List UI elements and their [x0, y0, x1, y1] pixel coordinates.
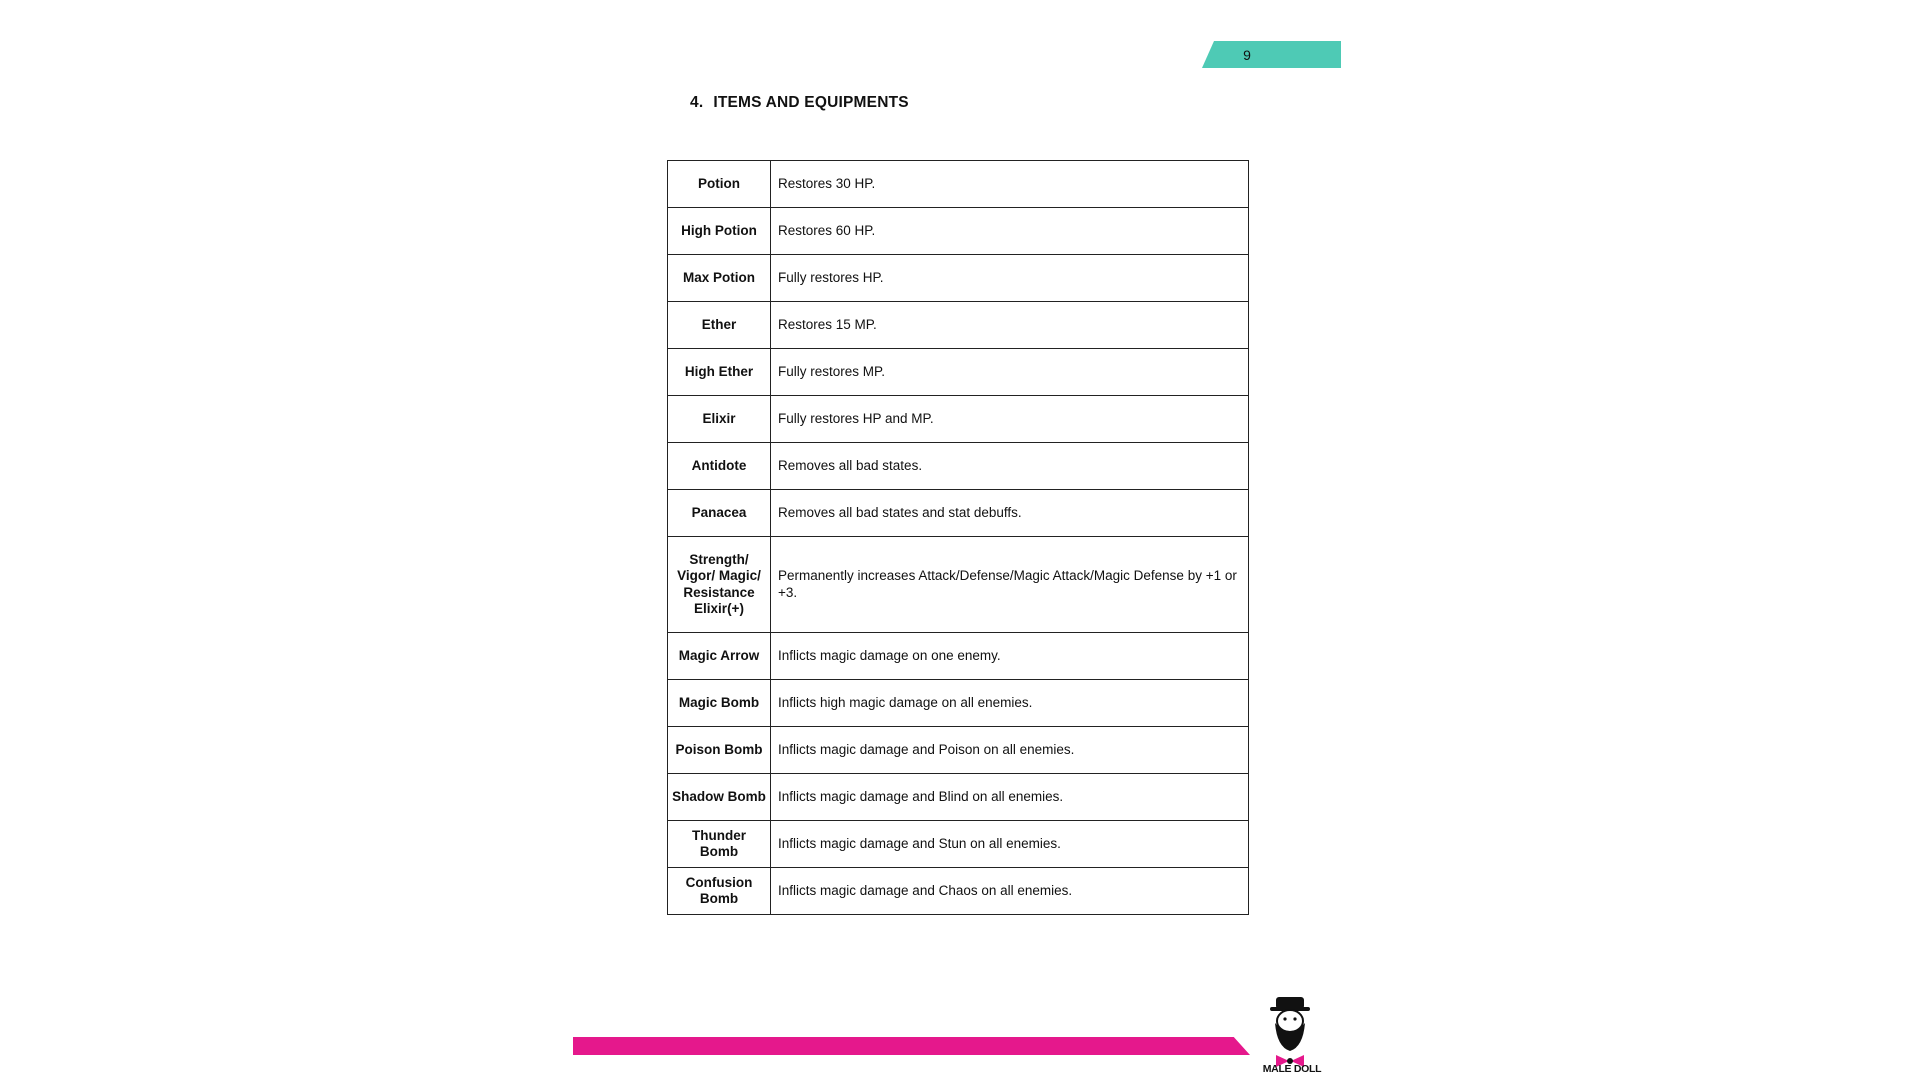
item-name: Potion — [668, 161, 771, 208]
item-description: Inflicts magic damage and Stun on all enemies. — [771, 821, 1249, 868]
item-name: Ether — [668, 302, 771, 349]
footer-accent-bar — [573, 1037, 1250, 1055]
item-name: Confusion Bomb — [668, 868, 771, 915]
table-row — [668, 680, 1249, 727]
section-title: ITEMS AND EQUIPMENTS — [713, 94, 909, 111]
table-row — [668, 774, 1249, 821]
table-row — [668, 443, 1249, 490]
table-row — [668, 208, 1249, 255]
section-number: 4. — [690, 94, 704, 111]
item-name: Elixir — [668, 396, 771, 443]
item-name: Thunder Bomb — [668, 821, 771, 868]
item-name: Magic Bomb — [668, 680, 771, 727]
item-name: Antidote — [668, 443, 771, 490]
table-row — [668, 349, 1249, 396]
item-description: Removes all bad states. — [771, 443, 1249, 490]
item-description: Inflicts magic damage on one enemy. — [771, 633, 1249, 680]
item-description: Fully restores HP and MP. — [771, 396, 1249, 443]
table-row — [668, 302, 1249, 349]
table-row — [668, 255, 1249, 302]
table-row — [668, 161, 1249, 208]
page-number: 9 — [1243, 47, 1251, 63]
item-description: Fully restores MP. — [771, 349, 1249, 396]
section-heading — [690, 94, 909, 112]
table-row — [668, 821, 1249, 868]
table-row — [668, 868, 1249, 915]
items-table — [667, 160, 1249, 915]
item-name: Poison Bomb — [668, 727, 771, 774]
logo-text: MALE DOLL — [1262, 1063, 1322, 1075]
item-name: Strength/ Vigor/ Magic/ Resistance Elixir(+) — [668, 537, 771, 633]
item-name: Panacea — [668, 490, 771, 537]
table-row — [668, 490, 1249, 537]
table-row — [668, 396, 1249, 443]
item-description: Permanently increases Attack/Defense/Magic Attack/Magic Defense by +1 or +3. — [771, 537, 1249, 633]
item-name: High Potion — [668, 208, 771, 255]
table-row — [668, 537, 1249, 633]
item-description: Inflicts magic damage and Blind on all enemies. — [771, 774, 1249, 821]
item-description: Restores 15 MP. — [771, 302, 1249, 349]
page-number-tab — [1202, 41, 1341, 68]
item-description: Restores 60 HP. — [771, 208, 1249, 255]
item-name: Shadow Bomb — [668, 774, 771, 821]
item-description: Removes all bad states and stat debuffs. — [771, 490, 1249, 537]
item-description: Inflicts high magic damage on all enemies. — [771, 680, 1249, 727]
item-name: High Ether — [668, 349, 771, 396]
item-description: Inflicts magic damage and Poison on all enemies. — [771, 727, 1249, 774]
item-name: Magic Arrow — [668, 633, 771, 680]
table-row — [668, 633, 1249, 680]
item-description: Fully restores HP. — [771, 255, 1249, 302]
item-description: Restores 30 HP. — [771, 161, 1249, 208]
item-name: Max Potion — [668, 255, 771, 302]
item-description: Inflicts magic damage and Chaos on all enemies. — [771, 868, 1249, 915]
table-row — [668, 727, 1249, 774]
